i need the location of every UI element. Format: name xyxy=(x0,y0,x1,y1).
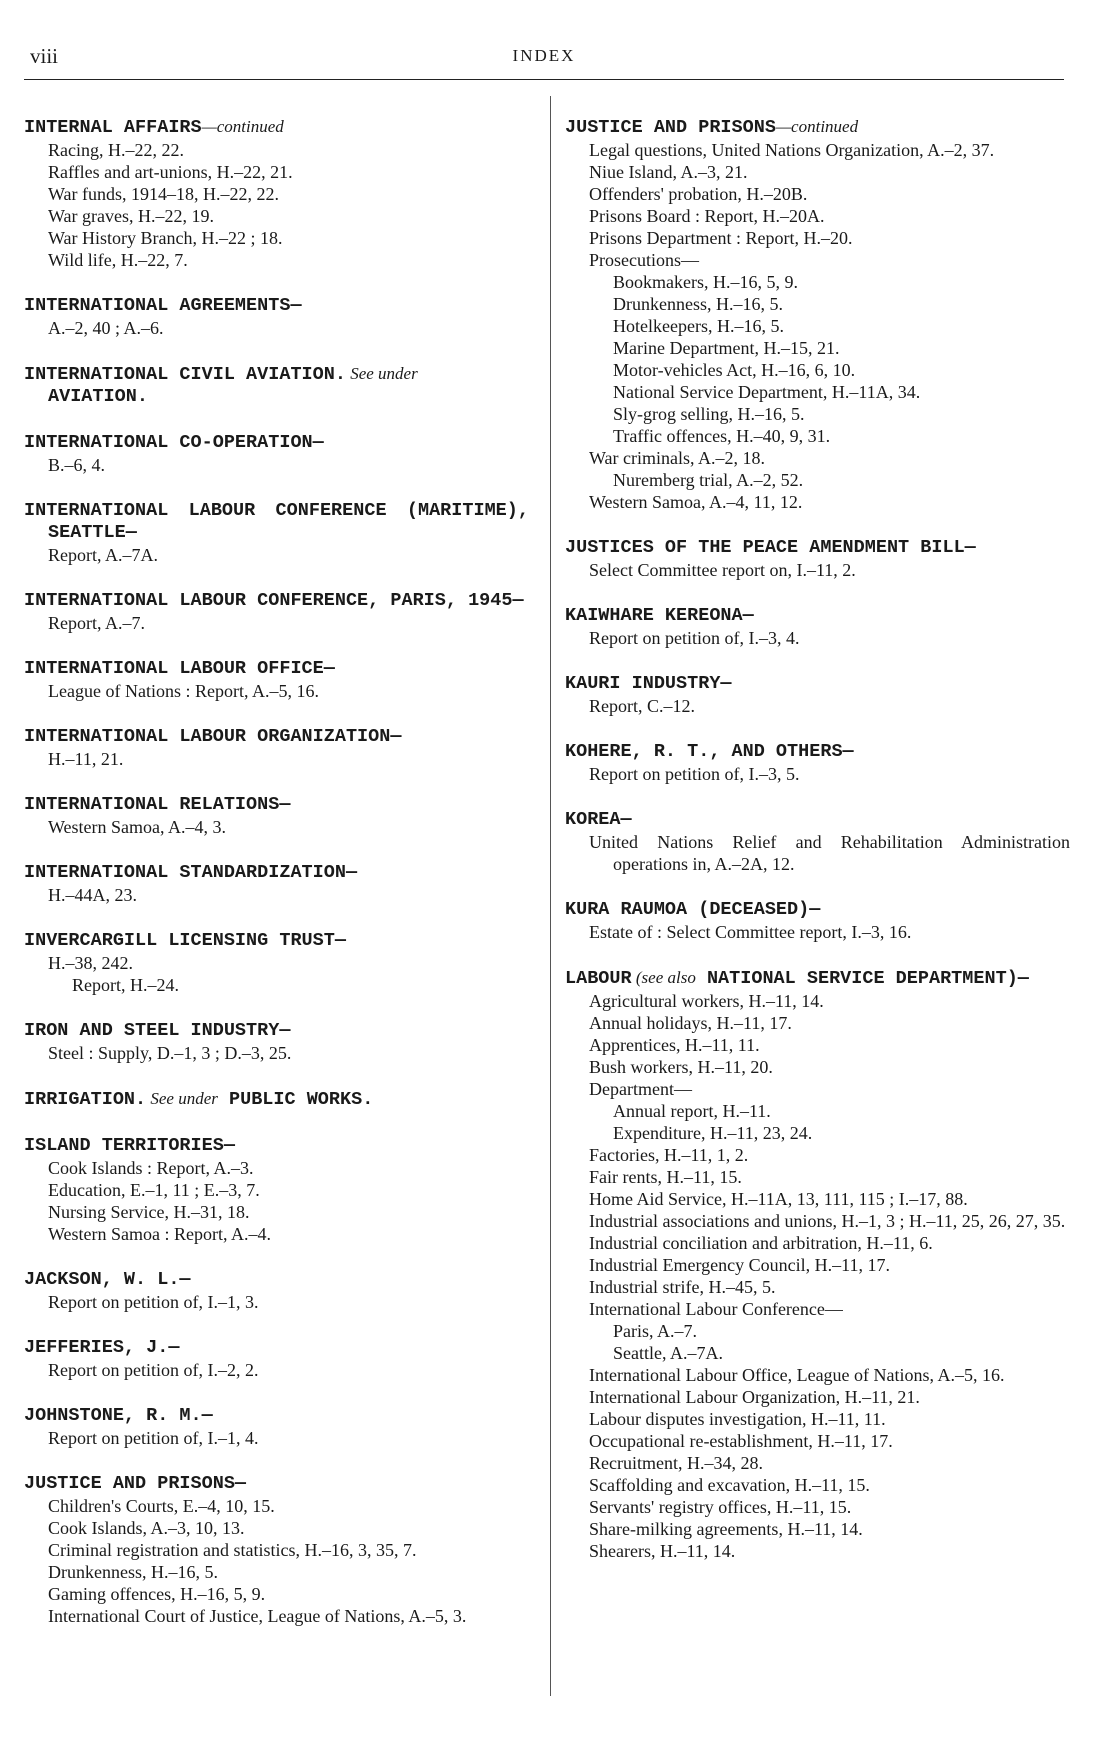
sub-entry: Cook Islands : Report, A.–3. xyxy=(48,1158,254,1178)
sub-entry: Motor-vehicles Act, H.–16, 6, 10. xyxy=(613,360,856,380)
index-entry xyxy=(24,500,529,566)
running-head: INDEX xyxy=(512,46,576,65)
heading-continuation: AVIATION. xyxy=(48,386,148,407)
entry-heading xyxy=(565,116,1070,139)
index-entry xyxy=(24,1088,529,1111)
sub-entry: Industrial conciliation and arbitration, H.–11, 6. xyxy=(589,1233,933,1253)
page-number: viii xyxy=(30,44,59,68)
entry-heading xyxy=(24,116,529,139)
sub-entry: Factories, H.–11, 1, 2. xyxy=(589,1145,749,1165)
heading-text: JUSTICE AND PRISONS— xyxy=(24,1473,247,1494)
index-entry xyxy=(565,116,1070,513)
index-entry xyxy=(24,1405,529,1449)
index-entry xyxy=(24,1337,529,1381)
sub-entry: United Nations Relief and Rehabilitation Administration operations in, A.–2A, 12. xyxy=(589,832,1070,874)
sub-entry: Estate of : Select Committee report, I.–3, 16. xyxy=(589,922,912,942)
sub-entry: Gaming offences, H.–16, 5, 9. xyxy=(48,1584,266,1604)
sub-entry: Report on petition of, I.–3, 5. xyxy=(589,764,800,784)
sub-entry: Share-milking agreements, H.–11, 14. xyxy=(589,1519,863,1539)
index-entry xyxy=(24,1269,529,1313)
sub-entry: Occupational re-establishment, H.–11, 17. xyxy=(589,1431,893,1451)
sub-entry: International Labour Conference— xyxy=(589,1299,843,1319)
sub-entry: War funds, 1914–18, H.–22, 22. xyxy=(48,184,280,204)
cross-reference-note: —continued xyxy=(201,117,284,136)
entry-heading xyxy=(565,741,1070,763)
sub-entry: Servants' registry offices, H.–11, 15. xyxy=(589,1497,852,1517)
sub-entry: Traffic offences, H.–40, 9, 31. xyxy=(613,426,831,446)
heading-text: INTERNATIONAL STANDARDIZATION— xyxy=(24,862,358,883)
heading-text: JACKSON, W. L.— xyxy=(24,1269,191,1290)
entry-heading xyxy=(24,1020,529,1042)
sub-entry: Industrial strife, H.–45, 5. xyxy=(589,1277,776,1297)
sub-entry: Fair rents, H.–11, 15. xyxy=(589,1167,742,1187)
sub-entry: Marine Department, H.–15, 21. xyxy=(613,338,840,358)
sub-entry: Hotelkeepers, H.–16, 5. xyxy=(613,316,784,336)
sub-entry: Western Samoa, A.–4, 11, 12. xyxy=(589,492,803,512)
index-entry xyxy=(565,673,1070,717)
left-column xyxy=(24,116,529,1651)
sub-entry: Industrial associations and unions, H.–1, 3 ; H.–11, 25, 26, 27, 35. xyxy=(589,1211,1066,1231)
cross-reference-note: —continued xyxy=(775,117,859,136)
sub-entry: Labour disputes investigation, H.–11, 11. xyxy=(589,1409,886,1429)
sub-entry: Report on petition of, I.–3, 4. xyxy=(589,628,800,648)
sub-entry: Prisons Board : Report, H.–20A. xyxy=(589,206,825,226)
index-entry xyxy=(565,967,1070,1562)
right-column xyxy=(565,116,1070,1586)
index-entry xyxy=(24,1135,529,1245)
sub-entry: Report, H.–24. xyxy=(72,975,179,995)
entry-heading xyxy=(24,1473,529,1495)
heading-text: KAIWHARE KEREONA— xyxy=(565,605,754,626)
sub-entry: Report on petition of, I.–1, 4. xyxy=(48,1428,259,1448)
sub-entry: Report on petition of, I.–2, 2. xyxy=(48,1360,259,1380)
sub-entry: War History Branch, H.–22 ; 18. xyxy=(48,228,283,248)
sub-entry: Raffles and art-unions, H.–22, 21. xyxy=(48,162,293,182)
index-entry xyxy=(24,432,529,476)
heading-text: JUSTICE AND PRISONS xyxy=(565,117,776,138)
entry-heading xyxy=(565,809,1070,831)
sub-entry: National Service Department, H.–11A, 34. xyxy=(613,382,921,402)
heading-text: JOHNSTONE, R. M.— xyxy=(24,1405,213,1426)
cross-reference-note: (see also xyxy=(631,968,696,987)
sub-entry: Nuremberg trial, A.–2, 52. xyxy=(613,470,804,490)
sub-entry: Steel : Supply, D.–1, 3 ; D.–3, 25. xyxy=(48,1043,292,1063)
sub-entry: Prisons Department : Report, H.–20. xyxy=(589,228,853,248)
heading-continuation: PUBLIC WORKS. xyxy=(217,1089,374,1110)
entry-heading xyxy=(24,1088,529,1111)
entry-heading xyxy=(24,1135,529,1157)
page-header xyxy=(24,44,1064,84)
sub-entry: International Court of Justice, League of Nations, A.–5, 3. xyxy=(48,1606,467,1626)
sub-entry: Annual report, H.–11. xyxy=(613,1101,771,1121)
sub-entry: Sly-grog selling, H.–16, 5. xyxy=(613,404,805,424)
sub-entry: War graves, H.–22, 19. xyxy=(48,206,215,226)
sub-entry: Report, A.–7. xyxy=(48,613,145,633)
heading-text: IRON AND STEEL INDUSTRY— xyxy=(24,1020,291,1041)
entry-heading xyxy=(24,1269,529,1291)
entry-heading xyxy=(24,794,529,816)
entry-heading xyxy=(24,726,529,748)
sub-entry: Shearers, H.–11, 14. xyxy=(589,1541,736,1561)
entry-heading xyxy=(24,930,529,952)
sub-entry: International Labour Office, League of Nations, A.–5, 16. xyxy=(589,1365,1005,1385)
index-entry xyxy=(24,363,529,408)
sub-entry: Report, C.–12. xyxy=(589,696,695,716)
sub-entry: Cook Islands, A.–3, 10, 13. xyxy=(48,1518,245,1538)
heading-text: INTERNATIONAL RELATIONS— xyxy=(24,794,291,815)
index-entry xyxy=(565,809,1070,875)
entry-heading xyxy=(24,500,529,544)
sub-entry: H.–38, 242. xyxy=(48,953,133,973)
entry-heading xyxy=(24,432,529,454)
heading-text: KAURI INDUSTRY— xyxy=(565,673,732,694)
entry-heading xyxy=(565,967,1070,990)
heading-text: ISLAND TERRITORIES— xyxy=(24,1135,235,1156)
sub-entry: Report on petition of, I.–1, 3. xyxy=(48,1292,259,1312)
heading-continuation: NATIONAL SERVICE DEPARTMENT)— xyxy=(695,968,1029,989)
sub-entry: Department— xyxy=(589,1079,692,1099)
sub-entry: Offenders' probation, H.–20B. xyxy=(589,184,808,204)
heading-text: INTERNATIONAL LABOUR CONFERENCE (MARITIME), SEATTLE— xyxy=(24,500,529,543)
index-entry xyxy=(565,741,1070,785)
sub-entry: Drunkenness, H.–16, 5. xyxy=(613,294,783,314)
sub-entry: Scaffolding and excavation, H.–11, 15. xyxy=(589,1475,870,1495)
sub-entry: Children's Courts, E.–4, 10, 15. xyxy=(48,1496,275,1516)
sub-entry: Western Samoa, A.–4, 3. xyxy=(48,817,227,837)
sub-entry: Paris, A.–7. xyxy=(613,1321,698,1341)
entry-heading xyxy=(565,899,1070,921)
index-entry xyxy=(24,930,529,996)
heading-text: KOREA— xyxy=(565,809,632,830)
cross-reference-note: See under xyxy=(345,364,418,383)
heading-text: KURA RAUMOA (DECEASED)— xyxy=(565,899,821,920)
entry-heading xyxy=(24,363,529,408)
index-entry xyxy=(24,862,529,906)
entry-heading xyxy=(24,658,529,680)
sub-entry: Racing, H.–22, 22. xyxy=(48,140,184,160)
sub-entry: Western Samoa : Report, A.–4. xyxy=(48,1224,272,1244)
heading-text: KOHERE, R. T., AND OTHERS— xyxy=(565,741,854,762)
sub-entry: Expenditure, H.–11, 23, 24. xyxy=(613,1123,813,1143)
entry-heading xyxy=(24,1337,529,1359)
sub-entry: Education, E.–1, 11 ; E.–3, 7. xyxy=(48,1180,260,1200)
sub-entry: B.–6, 4. xyxy=(48,455,106,475)
entry-heading xyxy=(565,605,1070,627)
sub-entry: Niue Island, A.–3, 21. xyxy=(589,162,748,182)
entry-heading xyxy=(24,590,529,612)
sub-entry: Apprentices, H.–11, 11. xyxy=(589,1035,760,1055)
heading-text: INTERNAL AFFAIRS xyxy=(24,117,202,138)
heading-text: INTERNATIONAL AGREEMENTS— xyxy=(24,295,302,316)
sub-entry: Recruitment, H.–34, 28. xyxy=(589,1453,763,1473)
sub-entry: Legal questions, United Nations Organization, A.–2, 37. xyxy=(589,140,995,160)
sub-entry: Drunkenness, H.–16, 5. xyxy=(48,1562,218,1582)
sub-entry: Annual holidays, H.–11, 17. xyxy=(589,1013,792,1033)
sub-entry: War criminals, A.–2, 18. xyxy=(589,448,766,468)
heading-text: INTERNATIONAL CO-OPERATION— xyxy=(24,432,324,453)
heading-text: LABOUR xyxy=(565,968,632,989)
heading-text: INTERNATIONAL LABOUR ORGANIZATION— xyxy=(24,726,402,747)
sub-entry: Agricultural workers, H.–11, 14. xyxy=(589,991,824,1011)
sub-entry: International Labour Organization, H.–11, 21. xyxy=(589,1387,920,1407)
heading-text: INTERNATIONAL LABOUR CONFERENCE, PARIS, 1945— xyxy=(24,590,524,611)
index-entry xyxy=(565,605,1070,649)
index-entry xyxy=(24,1473,529,1627)
sub-entry: H.–11, 21. xyxy=(48,749,124,769)
heading-text: INTERNATIONAL CIVIL AVIATION. xyxy=(24,364,346,385)
sub-entry: A.–2, 40 ; A.–6. xyxy=(48,318,164,338)
sub-entry: Industrial Emergency Council, H.–11, 17. xyxy=(589,1255,890,1275)
sub-entry: H.–44A, 23. xyxy=(48,885,137,905)
heading-text: IRRIGATION. xyxy=(24,1089,147,1110)
entry-heading xyxy=(24,295,529,317)
index-entry xyxy=(24,658,529,702)
sub-entry: Prosecutions— xyxy=(589,250,699,270)
sub-entry: Bookmakers, H.–16, 5, 9. xyxy=(613,272,798,292)
sub-entry: Select Committee report on, I.–11, 2. xyxy=(589,560,856,580)
column-divider xyxy=(550,96,551,1696)
header-rule xyxy=(24,79,1064,80)
heading-text: JUSTICES OF THE PEACE AMENDMENT BILL— xyxy=(565,537,976,558)
sub-entry: Nursing Service, H.–31, 18. xyxy=(48,1202,250,1222)
index-entry xyxy=(24,590,529,634)
heading-text: JEFFERIES, J.— xyxy=(24,1337,180,1358)
index-entry xyxy=(24,726,529,770)
sub-entry: Criminal registration and statistics, H.–16, 3, 35, 7. xyxy=(48,1540,417,1560)
entry-heading xyxy=(565,537,1070,559)
index-entry xyxy=(565,537,1070,581)
sub-entry: League of Nations : Report, A.–5, 16. xyxy=(48,681,319,701)
sub-entry: Seattle, A.–7A. xyxy=(613,1343,723,1363)
heading-text: INVERCARGILL LICENSING TRUST— xyxy=(24,930,346,951)
index-entry xyxy=(24,116,529,271)
cross-reference-note: See under xyxy=(146,1089,218,1108)
index-entry xyxy=(565,899,1070,943)
index-entry xyxy=(24,794,529,838)
entry-heading xyxy=(565,673,1070,695)
index-entry xyxy=(24,1020,529,1064)
sub-entry: Report, A.–7A. xyxy=(48,545,158,565)
index-entry xyxy=(24,295,529,339)
heading-text: INTERNATIONAL LABOUR OFFICE— xyxy=(24,658,335,679)
sub-entry: Bush workers, H.–11, 20. xyxy=(589,1057,773,1077)
entry-heading xyxy=(24,1405,529,1427)
sub-entry: Home Aid Service, H.–11A, 13, 111, 115 ; I.–17, 88. xyxy=(589,1189,968,1209)
sub-entry: Wild life, H.–22, 7. xyxy=(48,250,188,270)
entry-heading xyxy=(24,862,529,884)
